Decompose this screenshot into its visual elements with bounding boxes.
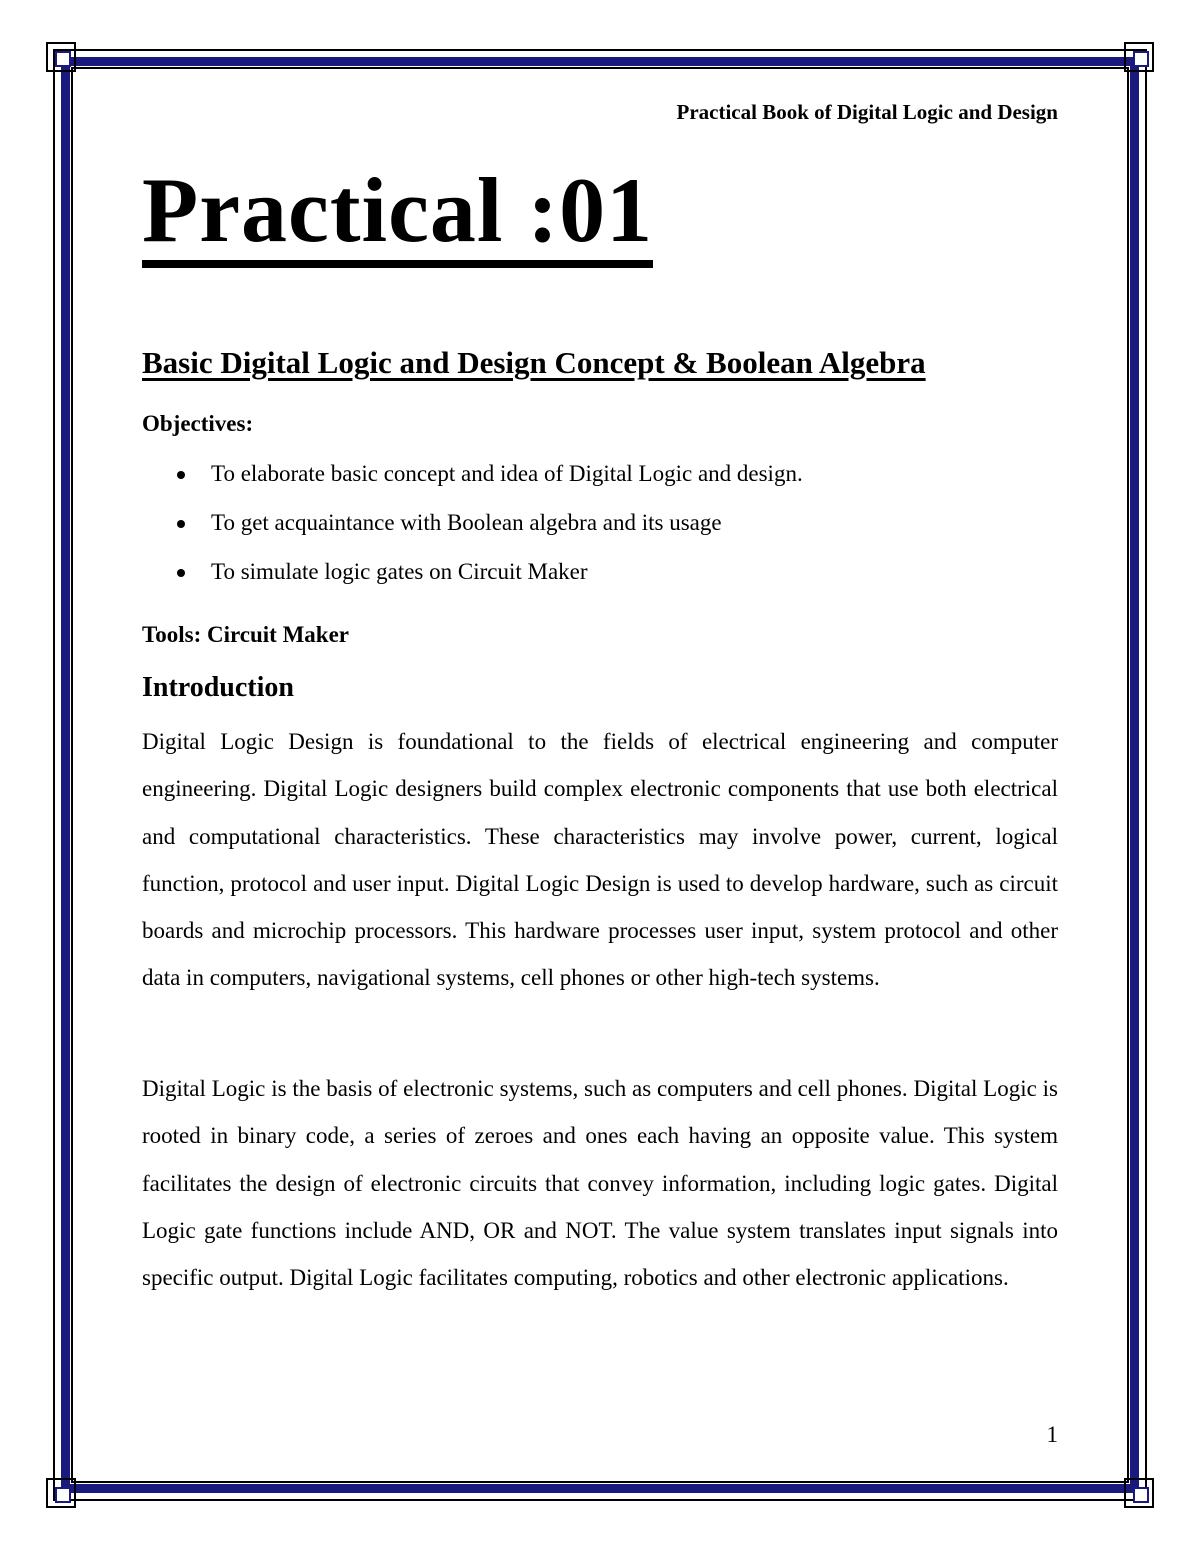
border-corner-bottom-left [46,1478,76,1508]
introduction-paragraph-1: Digital Logic Design is foundational to the fields of electrical engineering and computer engineering. Digital Logic designers build complex electronic components that use both electrical and computational characteristics. These characteristics may involve power, current, logical function, protocol and user input. Digital Logic Design is used to develop hardware, such as circuit boards and microchip processors. This hardware processes user input, system protocol and other data in computers, navigational systems, cell phones or other high-tech systems. [142,729,1058,991]
introduction-paragraph-2: Digital Logic is the basis of electronic systems, such as computers and cell phones. Digital Logic is rooted in binary code, a series of zeroes and ones each having an opposite value. This system facilitates the design of electronic circuits that convey information, including logic gates. Digital Logic gate functions include AND, OR and NOT. The value system translates input signals into specific output. Digital Logic facilitates computing, robotics and other electronic applications. [142,1076,1058,1291]
border-corner-top-left [46,42,76,72]
bullet-icon [177,569,185,577]
list-item [142,456,803,505]
tools-line: Tools: Circuit Maker [142,622,349,647]
bullet-icon [177,520,185,528]
objectives-list [142,456,803,603]
objective-text: To elaborate basic concept and idea of Digital Logic and design. [211,461,803,486]
border-corner-bottom-right [1124,1478,1154,1508]
running-header: Practical Book of Digital Logic and Design [676,100,1058,124]
objective-text: To get acquaintance with Boolean algebra and its usage [211,510,722,535]
list-item [142,554,803,603]
section-subtitle: Basic Digital Logic and Design Concept & Boolean Algebra [142,345,926,380]
page-title: Practical :01 [142,164,653,268]
objectives-heading: Objectives: [142,411,254,436]
objective-text: To simulate logic gates on Circuit Maker [211,559,588,584]
bullet-icon [177,471,185,479]
page-number: 1 [1046,1422,1058,1447]
introduction-heading: Introduction [142,672,294,703]
list-item [142,505,803,554]
border-corner-top-right [1124,42,1154,72]
